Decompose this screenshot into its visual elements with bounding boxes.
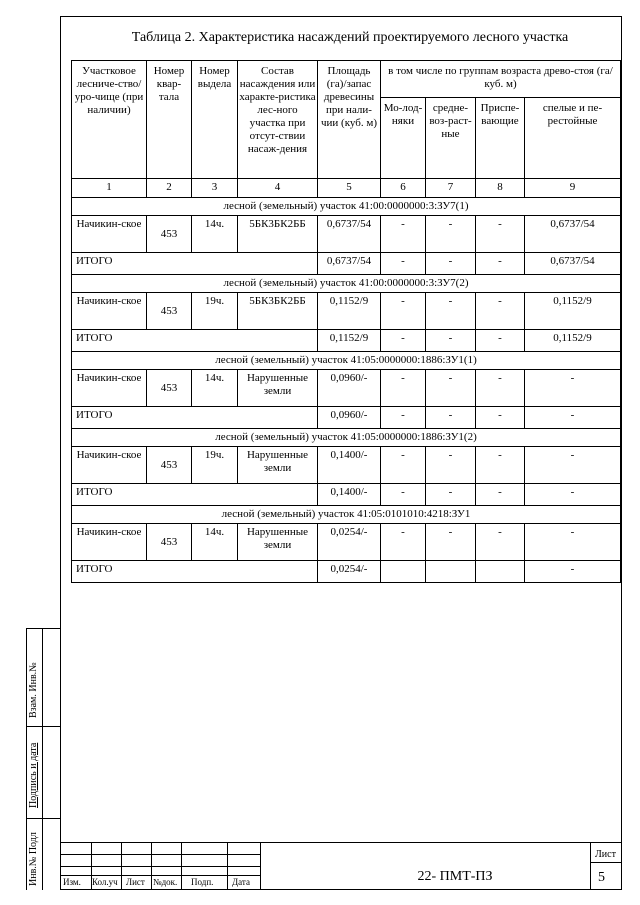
cell-ripening: - xyxy=(476,370,525,407)
column-number: 6 xyxy=(381,179,426,198)
header-section: Номер выдела xyxy=(192,61,238,179)
cell-middle-aged: - xyxy=(426,293,476,330)
header-forestry: Участковое лесниче-ство/уро-чище (при наличии) xyxy=(72,61,147,179)
total-middle-aged: - xyxy=(426,330,476,352)
total-mature: 0,6737/54 xyxy=(525,253,621,275)
cell-young: - xyxy=(381,216,426,253)
plot-name: лесной (земельный) участок 41:05:0000000:1886:ЗУ1(1) xyxy=(72,352,621,370)
cell-forestry: Начикин-ское xyxy=(72,524,147,561)
cell-middle-aged: - xyxy=(426,370,476,407)
header-quarter: Номер квар-тала xyxy=(147,61,192,179)
column-number-row xyxy=(72,179,621,198)
cell-section: 19ч. xyxy=(192,447,238,484)
column-number: 4 xyxy=(238,179,318,198)
total-young: - xyxy=(381,330,426,352)
cell-ripening: - xyxy=(476,293,525,330)
column-number: 1 xyxy=(72,179,147,198)
total-young: - xyxy=(381,484,426,506)
column-number: 2 xyxy=(147,179,192,198)
cell-area: 0,1152/9 xyxy=(318,293,381,330)
cell-area: 0,6737/54 xyxy=(318,216,381,253)
total-middle-aged: - xyxy=(426,484,476,506)
cell-ripening: - xyxy=(476,447,525,484)
plot-header-row xyxy=(72,429,621,447)
cell-ripening: - xyxy=(476,216,525,253)
total-middle-aged: - xyxy=(426,253,476,275)
table-row xyxy=(72,447,621,484)
column-number: 8 xyxy=(476,179,525,198)
cell-forestry: Начикин-ское xyxy=(72,447,147,484)
cell-quarter: 453 xyxy=(147,370,192,407)
cell-mature: - xyxy=(525,524,621,561)
stamp-col-doc: №док. xyxy=(153,877,178,887)
cell-section: 14ч. xyxy=(192,216,238,253)
stamp-col-sign: Подп. xyxy=(191,877,214,887)
total-area: 0,1400/- xyxy=(318,484,381,506)
plot-header-row xyxy=(72,352,621,370)
cell-section: 14ч. xyxy=(192,370,238,407)
column-number: 9 xyxy=(525,179,621,198)
total-row xyxy=(72,407,621,429)
stamp-col-sheet: Лист xyxy=(126,877,145,887)
total-mature: 0,1152/9 xyxy=(525,330,621,352)
side-stamp xyxy=(26,628,60,890)
total-middle-aged: - xyxy=(426,407,476,429)
header-young: Мо-лод-няки xyxy=(381,98,426,179)
total-ripening: - xyxy=(476,330,525,352)
cell-area: 0,0960/- xyxy=(318,370,381,407)
header-area: Площадь (га)/запас древесины при нали-чии (куб. м) xyxy=(318,61,381,179)
cell-quarter: 453 xyxy=(147,293,192,330)
cell-section: 19ч. xyxy=(192,293,238,330)
total-young: - xyxy=(381,253,426,275)
plot-name: лесной (земельный) участок 41:05:0000000:1886:ЗУ1(2) xyxy=(72,429,621,447)
total-ripening xyxy=(476,561,525,583)
cell-ripening: - xyxy=(476,524,525,561)
total-label: ИТОГО xyxy=(72,407,318,429)
stamp-col-change: Изм. xyxy=(63,877,81,887)
total-ripening: - xyxy=(476,407,525,429)
table-row xyxy=(72,370,621,407)
header-middle-aged: средне-воз-раст-ные xyxy=(426,98,476,179)
stamp-col-date: Дата xyxy=(232,877,250,887)
total-row xyxy=(72,561,621,583)
cell-young: - xyxy=(381,293,426,330)
cell-young: - xyxy=(381,524,426,561)
header-age-groups: в том числе по группам возраста древо-стоя (га/куб. м) xyxy=(381,61,621,98)
header-ripening: Приспе-вающие xyxy=(476,98,525,179)
total-label: ИТОГО xyxy=(72,253,318,275)
stamp-col-count: Кол.уч xyxy=(92,877,118,887)
table-row xyxy=(72,524,621,561)
sheet-number: 5 xyxy=(598,870,605,885)
column-number: 7 xyxy=(426,179,476,198)
plot-name: лесной (земельный) участок 41:05:0101010:4218:ЗУ1 xyxy=(72,506,621,524)
cell-young: - xyxy=(381,370,426,407)
cell-mature: 0,6737/54 xyxy=(525,216,621,253)
cell-composition: Нарушенные земли xyxy=(238,447,318,484)
cell-young: - xyxy=(381,447,426,484)
total-area: 0,0254/- xyxy=(318,561,381,583)
total-label: ИТОГО xyxy=(72,330,318,352)
side-signature-date: Подпись и дата xyxy=(28,742,39,808)
cell-composition: 5БК3БК2ББ xyxy=(238,293,318,330)
cell-mature: 0,1152/9 xyxy=(525,293,621,330)
cell-forestry: Начикин-ское xyxy=(72,370,147,407)
cell-mature: - xyxy=(525,447,621,484)
sheet-label: Лист xyxy=(595,849,616,860)
total-row xyxy=(72,253,621,275)
cell-quarter: 453 xyxy=(147,216,192,253)
table-row xyxy=(72,293,621,330)
total-area: 0,6737/54 xyxy=(318,253,381,275)
title-block xyxy=(60,842,622,890)
cell-middle-aged: - xyxy=(426,447,476,484)
cell-area: 0,1400/- xyxy=(318,447,381,484)
total-area: 0,1152/9 xyxy=(318,330,381,352)
plot-header-row xyxy=(72,198,621,216)
total-label: ИТОГО xyxy=(72,484,318,506)
plot-name: лесной (земельный) участок 41:00:0000000:3:ЗУ7(1) xyxy=(72,198,621,216)
cell-middle-aged: - xyxy=(426,524,476,561)
cell-composition: Нарушенные земли xyxy=(238,370,318,407)
cell-quarter: 453 xyxy=(147,524,192,561)
total-mature: - xyxy=(525,561,621,583)
total-young xyxy=(381,561,426,583)
total-ripening: - xyxy=(476,253,525,275)
cell-composition: 5БК3БК2ББ xyxy=(238,216,318,253)
side-inv-original: Инв.№ Подл xyxy=(28,832,39,886)
cell-middle-aged: - xyxy=(426,216,476,253)
total-young: - xyxy=(381,407,426,429)
table-row xyxy=(72,216,621,253)
total-area: 0,0960/- xyxy=(318,407,381,429)
total-middle-aged xyxy=(426,561,476,583)
cell-quarter: 453 xyxy=(147,447,192,484)
table-title: Таблица 2. Характеристика насаждений проектируемого лесного участка xyxy=(131,30,569,45)
cell-forestry: Начикин-ское xyxy=(72,293,147,330)
column-number: 3 xyxy=(192,179,238,198)
total-row xyxy=(72,330,621,352)
total-mature: - xyxy=(525,484,621,506)
plot-name: лесной (земельный) участок 41:00:0000000:3:ЗУ7(2) xyxy=(72,275,621,293)
header-composition: Состав насаждения или характе-ристика лес-ного участка при отсут-ствии насаж-дения xyxy=(238,61,318,179)
total-label: ИТОГО xyxy=(72,561,318,583)
cell-forestry: Начикин-ское xyxy=(72,216,147,253)
cell-section: 14ч. xyxy=(192,524,238,561)
total-mature: - xyxy=(525,407,621,429)
plot-header-row xyxy=(72,506,621,524)
plot-header-row xyxy=(72,275,621,293)
total-ripening: - xyxy=(476,484,525,506)
header-mature: спелые и пе-рестойные xyxy=(525,98,621,179)
cell-area: 0,0254/- xyxy=(318,524,381,561)
total-row xyxy=(72,484,621,506)
document-code: 22- ПМТ-ПЗ xyxy=(417,869,493,884)
plantation-table xyxy=(71,60,621,583)
side-inv-replace: Взам. Инв.№ xyxy=(28,662,39,718)
cell-mature: - xyxy=(525,370,621,407)
cell-composition: Нарушенные земли xyxy=(238,524,318,561)
column-number: 5 xyxy=(318,179,381,198)
